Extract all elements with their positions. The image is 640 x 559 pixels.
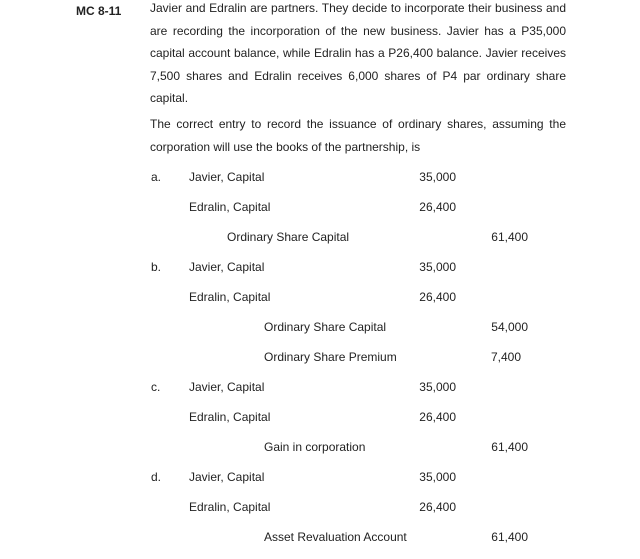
credit-account: Asset Revaluation Account bbox=[264, 530, 407, 544]
question-number: MC 8-11 bbox=[76, 4, 122, 18]
debit-amount: 35,000 bbox=[419, 260, 456, 274]
debit-account: Edralin, Capital bbox=[189, 200, 271, 214]
debit-amount: 26,400 bbox=[419, 290, 456, 304]
option-letter: a. bbox=[151, 170, 162, 184]
debit-account: Javier, Capital bbox=[189, 470, 265, 484]
credit-amount: 61,400 bbox=[491, 230, 528, 244]
credit-account: Ordinary Share Capital bbox=[264, 320, 387, 334]
credit-account: Gain in corporation bbox=[264, 440, 366, 454]
credit-amount: 54,000 bbox=[491, 320, 528, 334]
debit-account: Edralin, Capital bbox=[189, 290, 271, 304]
debit-account: Javier, Capital bbox=[189, 170, 265, 184]
credit-account: Ordinary Share Premium bbox=[264, 350, 397, 364]
debit-amount: 35,000 bbox=[419, 470, 456, 484]
option-letter: c. bbox=[151, 380, 161, 394]
credit-amount: 7,400 bbox=[490, 350, 521, 364]
debit-amount: 35,000 bbox=[419, 170, 456, 184]
debit-account: Edralin, Capital bbox=[189, 410, 271, 424]
option-letter: d. bbox=[151, 470, 162, 484]
credit-amount: 61,400 bbox=[491, 440, 528, 454]
credit-amount: 61,400 bbox=[491, 530, 528, 544]
debit-amount: 26,400 bbox=[419, 410, 456, 424]
debit-account: Javier, Capital bbox=[189, 380, 265, 394]
debit-amount: 26,400 bbox=[419, 200, 456, 214]
debit-amount: 35,000 bbox=[419, 380, 456, 394]
credit-account: Ordinary Share Capital bbox=[227, 230, 350, 244]
debit-amount: 26,400 bbox=[419, 500, 456, 514]
question-prompt: The correct entry to record the issuance of ordinary shares, assuming the corporation will use the books of the partnership, is bbox=[150, 117, 566, 154]
question-stem: Javier and Edralin are partners. They decide to incorporate their business and are recording the incorporation of the new business. Javier has a P35,000 capital account balance, while Edralin has a P26,400 balance. Javier receives 7,500 shares and Edralin receives 6,000 shares of P4 par ordinary share capital. bbox=[150, 1, 566, 105]
debit-account: Edralin, Capital bbox=[189, 500, 271, 514]
option-letter: b. bbox=[151, 260, 162, 274]
debit-account: Javier, Capital bbox=[189, 260, 265, 274]
